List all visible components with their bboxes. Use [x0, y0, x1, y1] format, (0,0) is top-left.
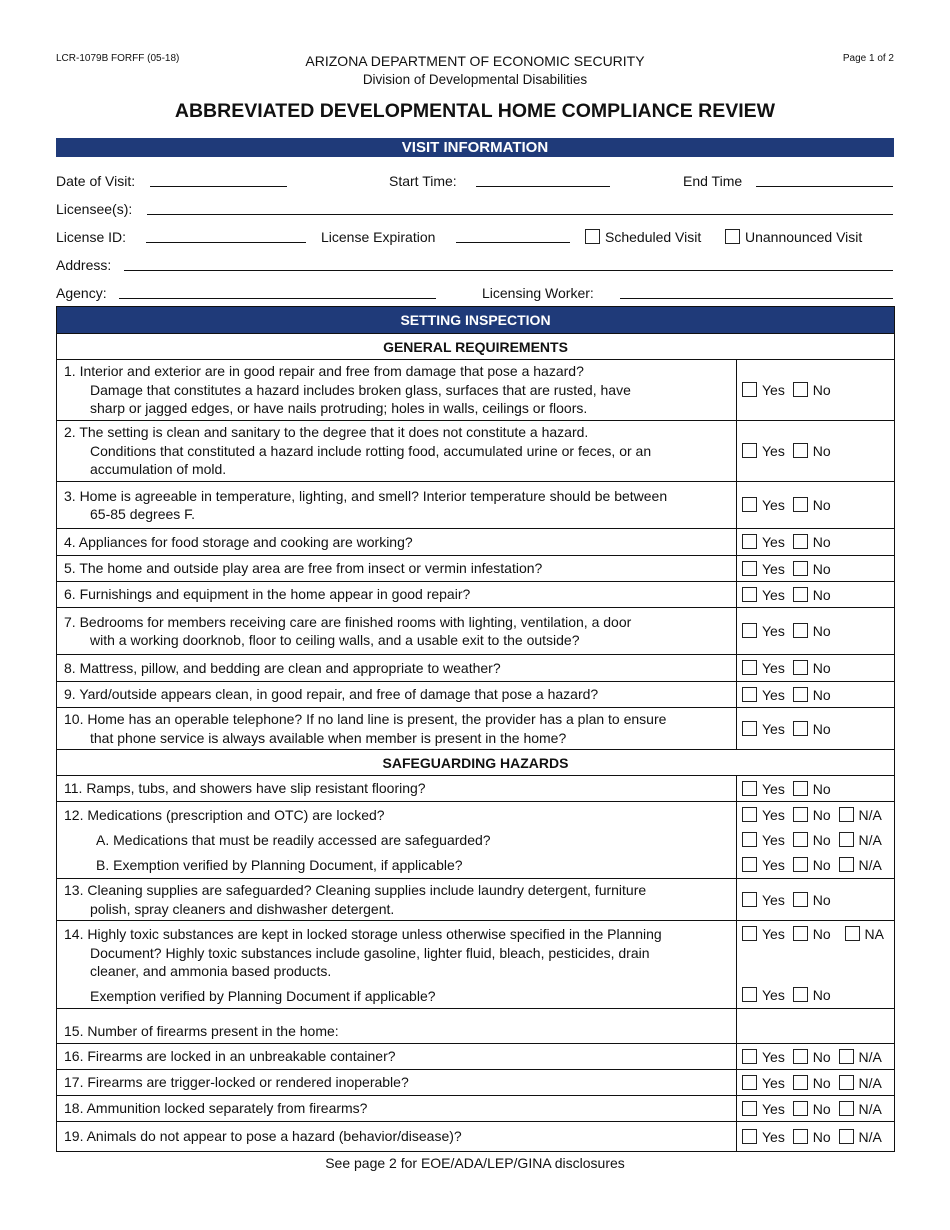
yes-checkbox[interactable]	[742, 587, 757, 602]
division-name: Division of Developmental Disabilities	[362, 72, 588, 87]
table-row	[57, 482, 895, 529]
no-checkbox[interactable]	[793, 926, 808, 941]
table-row	[57, 655, 895, 682]
answer-options	[737, 556, 895, 582]
yes-checkbox[interactable]	[742, 687, 757, 702]
question-19: 19. Animals do not appear to pose a hazard (behavior/disease)?	[57, 1122, 737, 1152]
firearms-count-field[interactable]	[737, 1009, 895, 1044]
licensee-field[interactable]	[147, 214, 893, 215]
no-option[interactable]: No	[793, 442, 831, 460]
question-6: 6. Furnishings and equipment in the home appear in good repair?	[57, 582, 737, 608]
yes-checkbox[interactable]	[742, 660, 757, 675]
answer-options	[737, 421, 895, 482]
na-checkbox[interactable]	[839, 832, 854, 847]
answer-options	[737, 529, 895, 556]
page-number: Page 1 of 2	[842, 53, 894, 64]
yes-option[interactable]: Yes	[742, 1048, 785, 1066]
yes-option[interactable]: Yes	[742, 1100, 785, 1118]
question-2: 2. The setting is clean and sanitary to the degree that it does not constitute a hazard. Conditions that constituted a hazard include rotting food, accumulated urine or feces, or an accumulation of mold.	[57, 421, 737, 482]
table-row	[57, 1070, 895, 1096]
answer-options	[737, 921, 895, 1009]
answer-options	[737, 655, 895, 682]
answer-options	[737, 1070, 895, 1096]
general-requirements-header: GENERAL REQUIREMENTS	[57, 334, 895, 360]
question-8: 8. Mattress, pillow, and bedding are clean and appropriate to weather?	[57, 655, 737, 682]
no-checkbox[interactable]	[793, 832, 808, 847]
no-option[interactable]: No	[793, 586, 831, 604]
yes-option[interactable]: Yes	[742, 853, 785, 878]
start-time-field[interactable]	[476, 186, 610, 187]
answer-options	[737, 1122, 895, 1152]
no-option[interactable]: No	[793, 659, 831, 677]
no-option[interactable]: No	[793, 853, 831, 878]
question-3: 3. Home is agreeable in temperature, lighting, and smell? Interior temperature should be between 65-85 degrees F.	[57, 482, 737, 529]
question-9: 9. Yard/outside appears clean, in good repair, and free of damage that pose a hazard?	[57, 682, 737, 708]
scheduled-visit-label: Scheduled Visit	[605, 229, 702, 245]
question-10: 10. Home has an operable telephone? If no land line is present, the provider has a plan to ensure that phone service is always available when member is present in the home?	[57, 708, 737, 750]
question-15: 15. Number of firearms present in the home:	[57, 1009, 737, 1044]
table-row	[57, 802, 895, 879]
yes-checkbox[interactable]	[742, 987, 757, 1002]
table-row	[57, 1044, 895, 1070]
no-option[interactable]: No	[793, 925, 831, 943]
na-option[interactable]: NA	[845, 925, 884, 943]
table-row	[57, 1096, 895, 1122]
date-of-visit-field[interactable]	[150, 186, 287, 187]
question-11: 11. Ramps, tubs, and showers have slip resistant flooring?	[57, 776, 737, 802]
license-id-field[interactable]	[146, 242, 306, 243]
no-option[interactable]: No	[793, 986, 831, 1004]
no-option[interactable]: No	[793, 1128, 831, 1146]
yes-checkbox[interactable]	[742, 534, 757, 549]
scheduled-visit-checkbox[interactable]	[585, 229, 600, 244]
license-expiration-field[interactable]	[456, 242, 570, 243]
yes-option[interactable]: Yes	[742, 622, 785, 640]
yes-option[interactable]: Yes	[742, 560, 785, 578]
unannounced-visit-label: Unannounced Visit	[745, 229, 863, 245]
no-checkbox[interactable]	[793, 892, 808, 907]
na-checkbox[interactable]	[839, 807, 854, 822]
table-row	[57, 776, 895, 802]
yes-option[interactable]: Yes	[742, 686, 785, 704]
question-7: 7. Bedrooms for members receiving care are finished rooms with lighting, ventilation, a door with a working doorknob, floor to ceiling walls, and a usable exit to the outside?	[57, 608, 737, 655]
table-row	[57, 529, 895, 556]
no-checkbox[interactable]	[793, 382, 808, 397]
na-checkbox[interactable]	[839, 1129, 854, 1144]
yes-option[interactable]: Yes	[742, 780, 785, 798]
answer-options	[737, 708, 895, 750]
unannounced-visit-option[interactable]	[725, 229, 862, 245]
na-option[interactable]: N/A	[839, 1048, 882, 1066]
yes-checkbox[interactable]	[742, 926, 757, 941]
yes-checkbox[interactable]	[742, 443, 757, 458]
form-code: LCR-1079B FORFF (05-18)	[56, 53, 180, 64]
no-checkbox[interactable]	[793, 987, 808, 1002]
na-checkbox[interactable]	[839, 1075, 854, 1090]
no-checkbox[interactable]	[793, 781, 808, 796]
license-expiration-label: License Expiration	[321, 229, 436, 245]
na-checkbox[interactable]	[839, 1049, 854, 1064]
na-option[interactable]: N/A	[839, 1128, 882, 1146]
no-option[interactable]: No	[793, 560, 831, 578]
no-checkbox[interactable]	[793, 561, 808, 576]
no-option[interactable]: No	[793, 381, 831, 399]
yes-checkbox[interactable]	[742, 857, 757, 872]
footer-note: See page 2 for EOE/ADA/LEP/GINA disclosures	[325, 1155, 625, 1171]
start-time-label: Start Time:	[389, 173, 457, 189]
no-option[interactable]: No	[793, 780, 831, 798]
yes-option[interactable]: Yes	[742, 381, 785, 399]
date-of-visit-label: Date of Visit:	[56, 173, 136, 189]
answer-options	[737, 1044, 895, 1070]
no-checkbox[interactable]	[793, 497, 808, 512]
yes-checkbox[interactable]	[742, 1129, 757, 1144]
yes-option[interactable]: Yes	[742, 1128, 785, 1146]
yes-checkbox[interactable]	[742, 1049, 757, 1064]
table-row	[57, 1122, 895, 1152]
yes-option[interactable]: Yes	[742, 586, 785, 604]
yes-checkbox[interactable]	[742, 781, 757, 796]
yes-checkbox[interactable]	[742, 807, 757, 822]
no-checkbox[interactable]	[793, 687, 808, 702]
answer-options	[737, 582, 895, 608]
answer-options	[737, 879, 895, 921]
no-checkbox[interactable]	[793, 534, 808, 549]
answer-options	[737, 608, 895, 655]
na-checkbox[interactable]	[845, 926, 860, 941]
yes-option[interactable]: Yes	[742, 828, 785, 853]
form-title: ABBREVIATED DEVELOPMENTAL HOME COMPLIANCE REVIEW	[174, 100, 776, 122]
table-row	[57, 879, 895, 921]
no-checkbox[interactable]	[793, 1075, 808, 1090]
no-option[interactable]: No	[793, 686, 831, 704]
safeguarding-hazards-header: SAFEGUARDING HAZARDS	[57, 750, 895, 776]
no-option[interactable]: No	[793, 803, 831, 828]
address-label: Address:	[56, 257, 112, 273]
licensing-worker-label: Licensing Worker:	[482, 285, 594, 301]
answer-options	[737, 802, 895, 879]
table-row	[57, 582, 895, 608]
question-16: 16. Firearms are locked in an unbreakable container?	[57, 1044, 737, 1070]
end-time-label: End Time	[683, 173, 743, 189]
yes-option[interactable]: Yes	[742, 442, 785, 460]
question-1: 1. Interior and exterior are in good repair and free from damage that pose a hazard? Damage that constitutes a hazard includes broken glass, surfaces that are rusted, have sharp or jagged edges, or have nails protruding; holes in walls, ceilings or floors.	[57, 360, 737, 421]
no-checkbox[interactable]	[793, 623, 808, 638]
yes-option[interactable]: Yes	[742, 496, 785, 514]
no-option[interactable]: No	[793, 1074, 831, 1092]
licensing-worker-field[interactable]	[620, 298, 893, 299]
table-row	[57, 921, 895, 1009]
no-option[interactable]: No	[793, 622, 831, 640]
question-13: 13. Cleaning supplies are safeguarded? Cleaning supplies include laundry detergent, furniture polish, spray cleaners and dishwasher detergent.	[57, 879, 737, 921]
table-row	[57, 682, 895, 708]
end-time-field[interactable]	[756, 186, 893, 187]
no-option[interactable]: No	[793, 891, 831, 909]
na-option[interactable]: N/A	[839, 1074, 882, 1092]
yes-checkbox[interactable]	[742, 892, 757, 907]
table-row	[57, 421, 895, 482]
yes-checkbox[interactable]	[742, 623, 757, 638]
answer-options	[737, 482, 895, 529]
yes-checkbox[interactable]	[742, 721, 757, 736]
no-option[interactable]: No	[793, 1100, 831, 1118]
no-checkbox[interactable]	[793, 807, 808, 822]
yes-checkbox[interactable]	[742, 1075, 757, 1090]
no-option[interactable]: No	[793, 496, 831, 514]
no-checkbox[interactable]	[793, 1101, 808, 1116]
na-checkbox[interactable]	[839, 1101, 854, 1116]
visit-information-header: VISIT INFORMATION	[56, 138, 894, 157]
yes-option[interactable]: Yes	[742, 925, 785, 943]
yes-checkbox[interactable]	[742, 497, 757, 512]
no-option[interactable]: No	[793, 533, 831, 551]
no-checkbox[interactable]	[793, 587, 808, 602]
scheduled-visit-option[interactable]	[585, 229, 701, 245]
yes-option[interactable]: Yes	[742, 720, 785, 738]
yes-option[interactable]: Yes	[742, 659, 785, 677]
agency-field[interactable]	[119, 298, 436, 299]
na-option[interactable]: N/A	[839, 828, 882, 853]
setting-inspection-header: SETTING INSPECTION	[57, 307, 895, 334]
no-option[interactable]: No	[793, 1048, 831, 1066]
no-checkbox[interactable]	[793, 721, 808, 736]
table-row	[57, 1009, 895, 1044]
na-option[interactable]: N/A	[839, 1100, 882, 1118]
no-option[interactable]: No	[793, 720, 831, 738]
answer-options	[737, 776, 895, 802]
na-checkbox[interactable]	[839, 857, 854, 872]
na-option[interactable]: N/A	[839, 853, 882, 878]
no-checkbox[interactable]	[793, 660, 808, 675]
no-checkbox[interactable]	[793, 443, 808, 458]
question-14: 14. Highly toxic substances are kept in locked storage unless otherwise specified in the Planning Document? Highly toxic substances include gasoline, lighter fluid, bleach, pesticides, drain cleaner, and ammonia based products. Exemption verified by Planning Document if applicable?	[57, 921, 737, 1009]
yes-option[interactable]: Yes	[742, 986, 785, 1004]
table-row	[57, 556, 895, 582]
question-18: 18. Ammunition locked separately from firearms?	[57, 1096, 737, 1122]
agency-name: ARIZONA DEPARTMENT OF ECONOMIC SECURITY	[305, 53, 645, 69]
table-row	[57, 360, 895, 421]
yes-option[interactable]: Yes	[742, 533, 785, 551]
question-5: 5. The home and outside play area are free from insect or vermin infestation?	[57, 556, 737, 582]
licensee-label: Licensee(s):	[56, 201, 133, 217]
setting-inspection-table	[56, 306, 895, 1152]
no-checkbox[interactable]	[793, 1049, 808, 1064]
no-checkbox[interactable]	[793, 1129, 808, 1144]
yes-checkbox[interactable]	[742, 832, 757, 847]
question-12: 12. Medications (prescription and OTC) are locked? A. Medications that must be readily accessed are safeguarded? B. Exemption verified by Planning Document, if applicable?	[57, 802, 737, 879]
answer-options	[737, 1096, 895, 1122]
question-17: 17. Firearms are trigger-locked or rendered inoperable?	[57, 1070, 737, 1096]
yes-option[interactable]: Yes	[742, 891, 785, 909]
yes-option[interactable]: Yes	[742, 1074, 785, 1092]
answer-options	[737, 360, 895, 421]
address-field[interactable]	[124, 270, 893, 271]
yes-checkbox[interactable]	[742, 1101, 757, 1116]
no-option[interactable]: No	[793, 828, 831, 853]
no-checkbox[interactable]	[793, 857, 808, 872]
unannounced-visit-checkbox[interactable]	[725, 229, 740, 244]
na-option[interactable]: N/A	[839, 803, 882, 828]
license-id-label: License ID:	[56, 229, 127, 245]
answer-options	[737, 682, 895, 708]
question-4: 4. Appliances for food storage and cooking are working?	[57, 529, 737, 556]
yes-checkbox[interactable]	[742, 561, 757, 576]
table-row	[57, 608, 895, 655]
agency-label: Agency:	[56, 285, 107, 301]
yes-checkbox[interactable]	[742, 382, 757, 397]
table-row	[57, 708, 895, 750]
yes-option[interactable]: Yes	[742, 803, 785, 828]
